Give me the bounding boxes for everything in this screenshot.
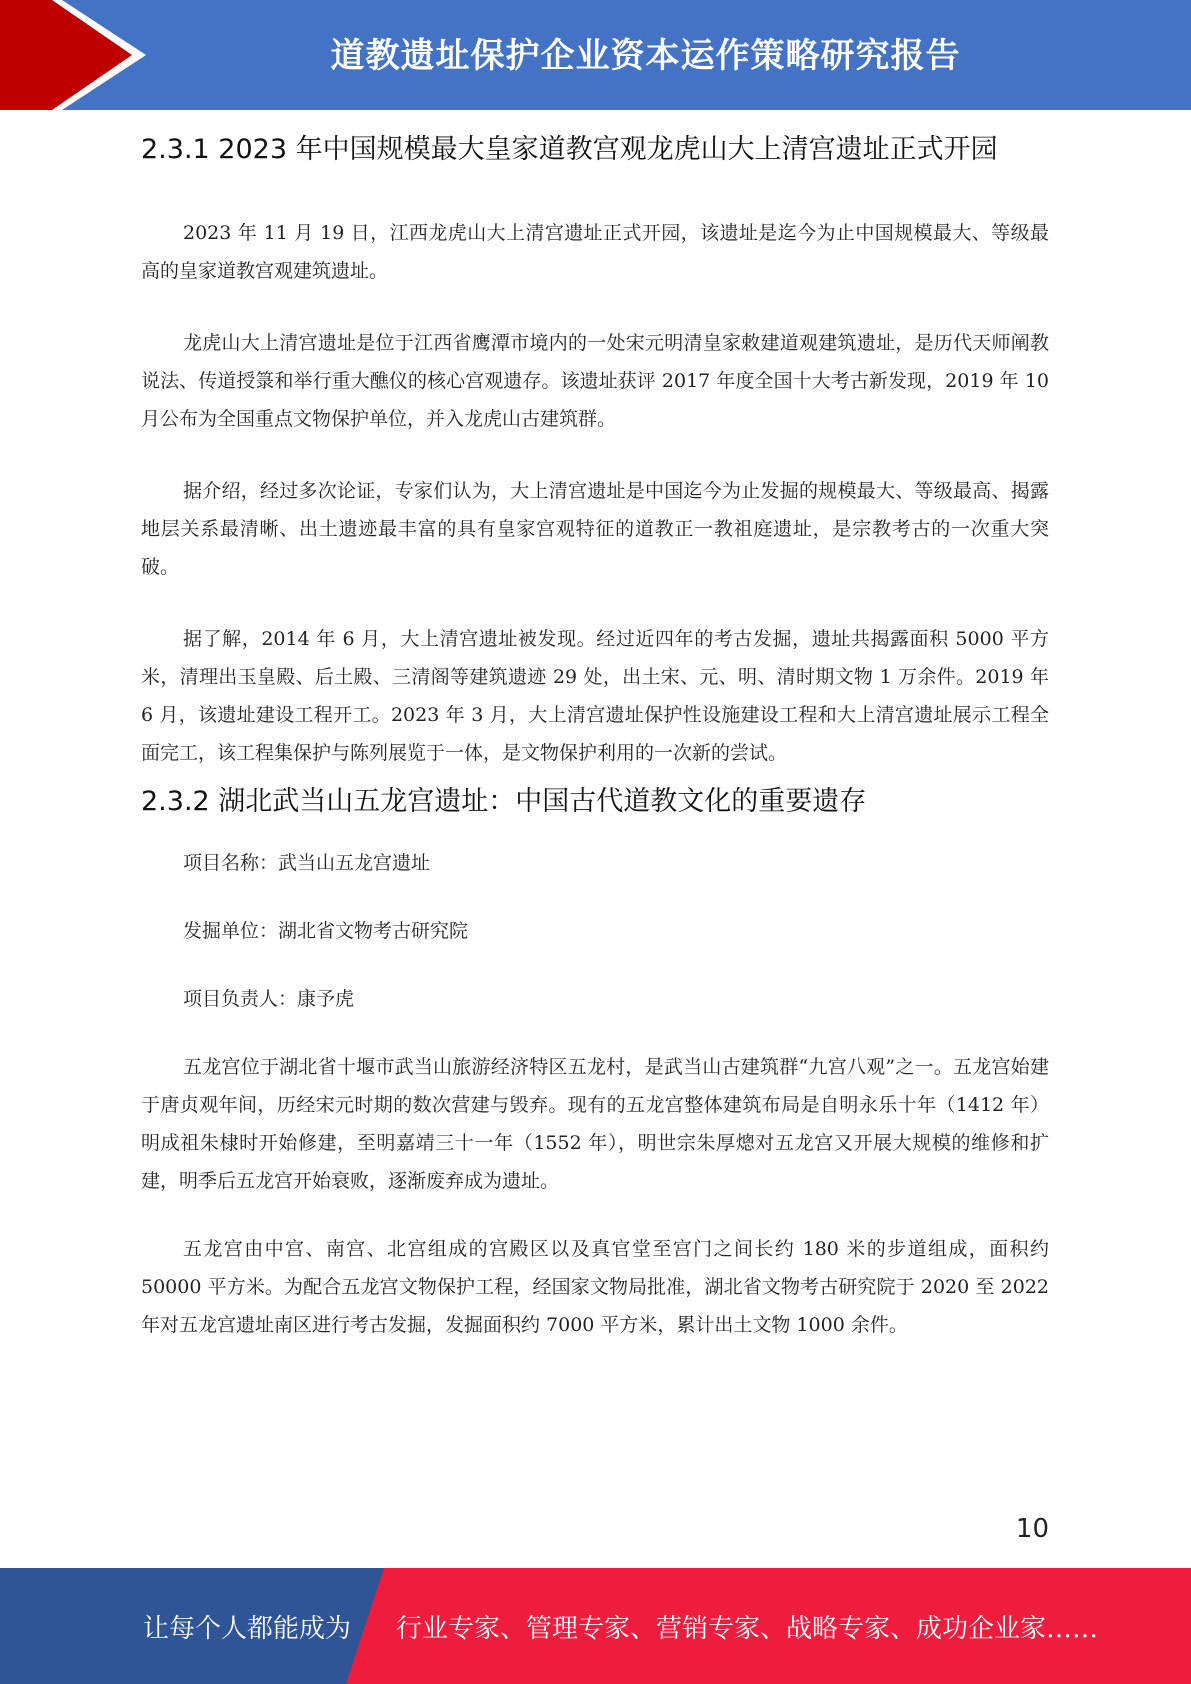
project-name: 项目名称：武当山五龙宫遗址 — [183, 852, 431, 874]
paragraph: 2023 年 11 月 19 日，江西龙虎山大上清宫遗址正式开园，该遗址是迄今为止中国规模最大、等级最高的皇家道教宫观建筑遗址。 — [141, 222, 1049, 282]
report-title: 道教遗址保护企业资本运作策略研究报告 — [330, 35, 961, 76]
section-heading-2-3-1: 2.3.1 2023 年中国规模最大皇家道教宫观龙虎山大上清宫遗址正式开园 — [141, 134, 998, 165]
footer-slogan-left: 让每个人都能成为 — [143, 1613, 352, 1644]
page-number: 10 — [1015, 1514, 1049, 1544]
project-leader: 项目负责人：康予虎 — [183, 988, 355, 1010]
paragraph: 五龙宫位于湖北省十堰市武当山旅游经济特区五龙村，是武当山古建筑群“九宫八观”之一。五龙宫始建于唐贞观年间，历经宋元时期的数次营建与毁弃。现有的五龙宫整体建筑布局是自明永乐十年（1412 年）明成祖朱棣时开始修建，至明嘉靖三十一年（1552 年），明世宗朱厚熜对五龙宫又开展大规模的维修和扩建，明季后五龙宫开始衰败，逐渐废弃成为遗址。 — [141, 1056, 1049, 1192]
paragraph: 龙虎山大上清宫遗址是位于江西省鹰潭市境内的一处宋元明清皇家敕建道观建筑遗址，是历代天师阐教说法、传道授箓和举行重大醮仪的核心宫观遗存。该遗址获评 2017 年度全国十大考古新发现，2019 年 10 月公布为全国重点文物保护单位，并入龙虎山古建筑群。 — [141, 332, 1049, 430]
footer-slogan-right: 行业专家、管理专家、营销专家、战略专家、成功企业家…… — [396, 1613, 1099, 1644]
footer-banner — [0, 1568, 1191, 1684]
paragraph: 五龙宫由中宫、南宫、北宫组成的宫殿区以及真官堂至宫门之间长约 180 米的步道组成，面积约 50000 平方米。为配合五龙宫文物保护工程，经国家文物局批准，湖北省文物考古研究院于 2020 至 2022 年对五龙宫遗址南区进行考古发掘，发掘面积约 7000 平方米，累计出土文物 1000 余件。 — [141, 1238, 1049, 1336]
excavation-unit: 发掘单位：湖北省文物考古研究院 — [183, 920, 469, 942]
page-content — [141, 120, 1049, 1344]
section-heading-2-3-2: 2.3.2 湖北武当山五龙宫遗址：中国古代道教文化的重要遗存 — [141, 786, 867, 817]
paragraph: 据了解，2014 年 6 月，大上清宫遗址被发现。经过近四年的考古发掘，遗址共揭露面积 5000 平方米，清理出玉皇殿、后土殿、三清阁等建筑遗迹 29 处，出土宋、元、明、清时期文物 1 万余件。2019 年 6 月，该遗址建设工程开工。2023 年 3 月，大上清宫遗址保护性设施建设工程和大上清宫遗址展示工程全面完工，该工程集保护与陈列展览于一体，是文物保护利用的一次新的尝试。 — [141, 628, 1049, 764]
header-banner — [0, 0, 1191, 110]
paragraph: 据介绍，经过多次论证，专家们认为，大上清宫遗址是中国迄今为止发掘的规模最大、等级最高、揭露地层关系最清晰、出土遗迹最丰富的具有皇家宫观特征的道教正一教祖庭遗址，是宗教考古的一次重大突破。 — [141, 480, 1049, 578]
header-arrow-decoration — [0, 0, 160, 110]
